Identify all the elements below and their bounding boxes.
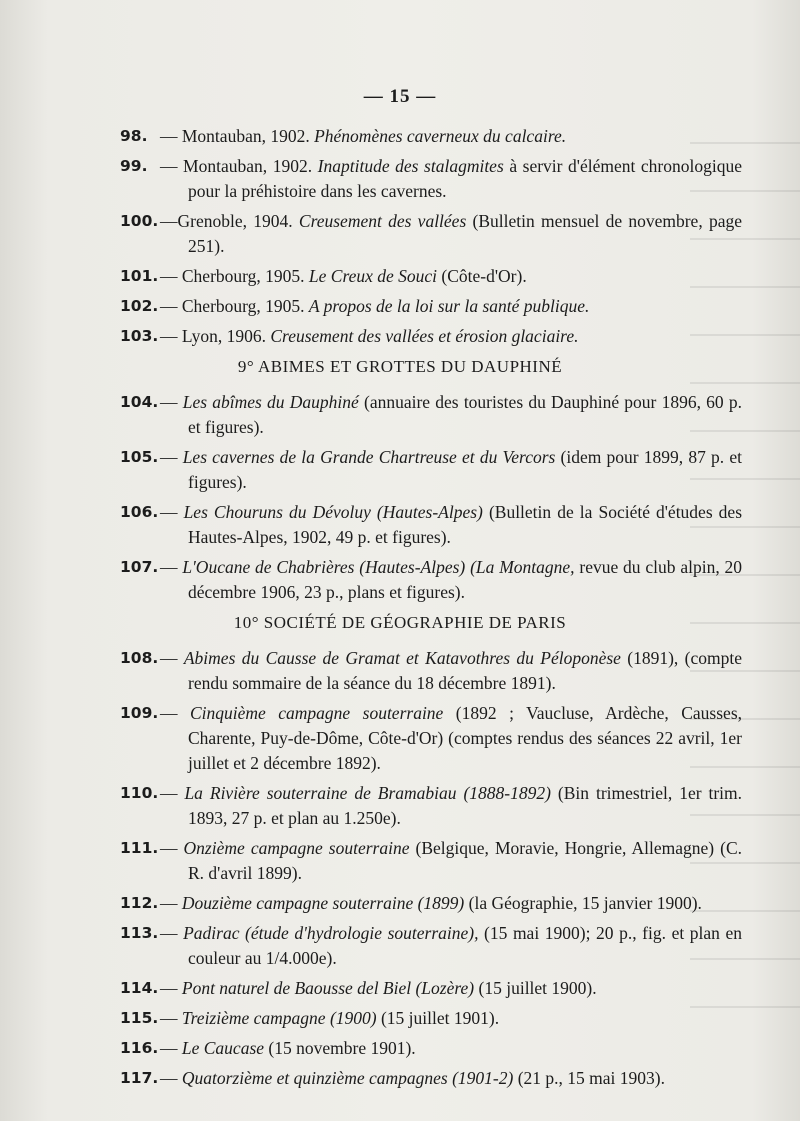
entry-lead: — bbox=[160, 923, 178, 943]
entry-title: Creusement des vallées bbox=[298, 211, 467, 231]
bibliography-entry bbox=[0, 701, 800, 776]
entry-title: Les abîmes du Dauphiné bbox=[182, 392, 359, 412]
entry-lead: — Cherbourg, 1905. bbox=[160, 266, 305, 286]
page-content bbox=[0, 124, 800, 1096]
entry-lead: — bbox=[160, 783, 178, 803]
entry-number: 111. bbox=[120, 839, 159, 857]
entry-lead: — bbox=[160, 557, 178, 577]
entry-number: 105. bbox=[120, 448, 159, 466]
entry-number: 117. bbox=[120, 1069, 159, 1087]
bibliography-entry bbox=[0, 294, 800, 319]
entry-lead: — bbox=[160, 648, 178, 668]
entry-title: Onzième campagne souterraine bbox=[183, 838, 410, 858]
entry-details: (15 mai 1900); 20 p., fig. et plan en couleur au 1/4.000e). bbox=[188, 923, 742, 968]
entry-title: Creusement des vallées et érosion glaciaire. bbox=[270, 326, 579, 346]
entry-details: (15 juillet 1901). bbox=[380, 1008, 500, 1028]
entry-details: (annuaire des touristes du Dauphiné pour 1896, 60 p. et figures). bbox=[188, 392, 743, 437]
entry-lead: — bbox=[160, 978, 178, 998]
entry-title: L'Oucane de Chabrières (Hautes-Alpes) (La Montagne, bbox=[182, 557, 575, 577]
entry-lead: — bbox=[160, 893, 178, 913]
page-number: — 15 — bbox=[363, 86, 437, 107]
entry-lead: — bbox=[160, 838, 178, 858]
bibliography-entry bbox=[0, 500, 800, 550]
entry-details: (1891), (compte rendu sommaire de la séance du 18 décembre 1891). bbox=[188, 648, 743, 693]
entry-lead: — Montauban, 1902. bbox=[160, 126, 310, 146]
bibliography-entry bbox=[0, 154, 800, 204]
bibliography-entry bbox=[0, 324, 800, 349]
bibliography-entry bbox=[0, 445, 800, 495]
entry-details: revue du club alpin, 20 décembre 1906, 23 p., plans et figures). bbox=[188, 557, 743, 602]
entry-lead: — bbox=[160, 703, 178, 723]
entry-number: 104. bbox=[120, 393, 159, 411]
bibliography-entry bbox=[0, 124, 800, 149]
bibliography-entry bbox=[0, 921, 800, 971]
entry-number: 107. bbox=[120, 558, 159, 576]
entries-group-geology bbox=[0, 124, 800, 349]
entry-title: Le Creux de Souci bbox=[308, 266, 438, 286]
entry-lead: — bbox=[160, 447, 178, 467]
entry-details: (Belgique, Moravie, Hongrie, Allemagne) (C. R. d'avril 1899). bbox=[188, 838, 742, 883]
bibliography-entry bbox=[0, 836, 800, 886]
entry-title: A propos de la loi sur la santé publique. bbox=[308, 296, 590, 316]
entry-title: Cinquième campagne souterraine bbox=[189, 703, 444, 723]
bibliography-entry bbox=[0, 976, 800, 1001]
section-heading-societe-geographie: 10° SOCIÉTÉ DE GÉOGRAPHIE DE PARIS bbox=[233, 613, 567, 632]
entry-lead: — Lyon, 1906. bbox=[160, 326, 266, 346]
entry-details: (15 novembre 1901). bbox=[268, 1038, 416, 1058]
section-heading-dauphine: 9° ABIMES ET GROTTES DU DAUPHINÉ bbox=[237, 357, 563, 376]
entry-details: (idem pour 1899, 87 p. et figures). bbox=[188, 447, 742, 492]
entry-details: à servir d'élément chronologique pour la préhistoire dans les cavernes. bbox=[188, 156, 743, 201]
entry-title: Padirac (étude d'hydrologie souterraine), bbox=[183, 923, 479, 943]
entry-number: 99. bbox=[120, 157, 148, 175]
entry-number: 116. bbox=[120, 1039, 159, 1057]
bibliography-entry bbox=[0, 646, 800, 696]
entry-number: 110. bbox=[120, 784, 159, 802]
entry-details: (la Géographie, 15 janvier 1900). bbox=[468, 893, 702, 913]
entry-number: 115. bbox=[120, 1009, 159, 1027]
entry-number: 113. bbox=[120, 924, 159, 942]
bibliography-entry bbox=[0, 1006, 800, 1031]
entry-title: Inaptitude des stalagmites bbox=[317, 156, 504, 176]
entry-lead: — bbox=[160, 392, 178, 412]
entry-number: 108. bbox=[120, 649, 159, 667]
entry-details: (1892 ; Vaucluse, Ardèche, Causses, Charente, Puy-de-Dôme, Côte-d'Or) (comptes rendus des séances 22 avril, 1er juillet et 2 décembre 1892). bbox=[188, 703, 743, 773]
entry-title: Quatorzième et quinzième campagnes (1901-2) bbox=[181, 1068, 514, 1088]
entry-title: Les Chouruns du Dévoluy (Hautes-Alpes) bbox=[183, 502, 483, 522]
entry-title: Le Caucase bbox=[181, 1038, 265, 1058]
entry-number: 106. bbox=[120, 503, 159, 521]
bibliography-entry bbox=[0, 555, 800, 605]
bibliography-entry bbox=[0, 891, 800, 916]
entry-lead: — bbox=[160, 502, 178, 522]
entry-number: 101. bbox=[120, 267, 159, 285]
entry-title: Les cavernes de la Grande Chartreuse et du Vercors bbox=[182, 447, 556, 467]
entry-details: (Bulletin mensuel de novembre, page 251). bbox=[188, 211, 742, 256]
entry-lead: —Grenoble, 1904. bbox=[160, 211, 293, 231]
entry-number: 100. bbox=[120, 212, 159, 230]
entry-title: Pont naturel de Baousse del Biel (Lozère) bbox=[181, 978, 475, 998]
entries-group-societe-geographie bbox=[0, 646, 800, 1091]
entry-details: (Bin trimestriel, 1er trim. 1893, 27 p. et plan au 1.250e). bbox=[188, 783, 743, 828]
entry-title: Abimes du Causse de Gramat et Katavothres du Péloponèse bbox=[183, 648, 621, 668]
entry-title: Treizième campagne (1900) bbox=[181, 1008, 377, 1028]
entry-number: 102. bbox=[120, 297, 159, 315]
entry-number: 112. bbox=[120, 894, 159, 912]
entries-group-dauphine bbox=[0, 390, 800, 605]
entry-lead: — Cherbourg, 1905. bbox=[160, 296, 305, 316]
entry-title: Phénomènes caverneux du calcaire. bbox=[314, 126, 567, 146]
entry-lead: — bbox=[160, 1038, 178, 1058]
entry-title: La Rivière souterraine de Bramabiau (1888-1892) bbox=[184, 783, 551, 803]
entry-number: 114. bbox=[120, 979, 159, 997]
entry-details: (21 p., 15 mai 1903). bbox=[517, 1068, 665, 1088]
entry-details: (Côte-d'Or). bbox=[441, 266, 527, 286]
entry-details: (Bulletin de la Société d'études des Hautes-Alpes, 1902, 49 p. et figures). bbox=[188, 502, 743, 547]
entry-lead: — bbox=[160, 1068, 178, 1088]
entry-lead: — bbox=[160, 1008, 178, 1028]
entry-lead: — Montauban, 1902. bbox=[160, 156, 313, 176]
bibliography-entry bbox=[0, 209, 800, 259]
entry-number: 109. bbox=[120, 704, 159, 722]
bibliography-entry bbox=[0, 390, 800, 440]
bibliography-entry bbox=[0, 1036, 800, 1061]
entry-title: Douzième campagne souterraine (1899) bbox=[181, 893, 465, 913]
bibliography-entry bbox=[0, 1066, 800, 1091]
entry-number: 103. bbox=[120, 327, 159, 345]
entry-number: 98. bbox=[120, 127, 148, 145]
bibliography-entry bbox=[0, 781, 800, 831]
entry-details: (15 juillet 1900). bbox=[478, 978, 597, 998]
bibliography-entry bbox=[0, 264, 800, 289]
